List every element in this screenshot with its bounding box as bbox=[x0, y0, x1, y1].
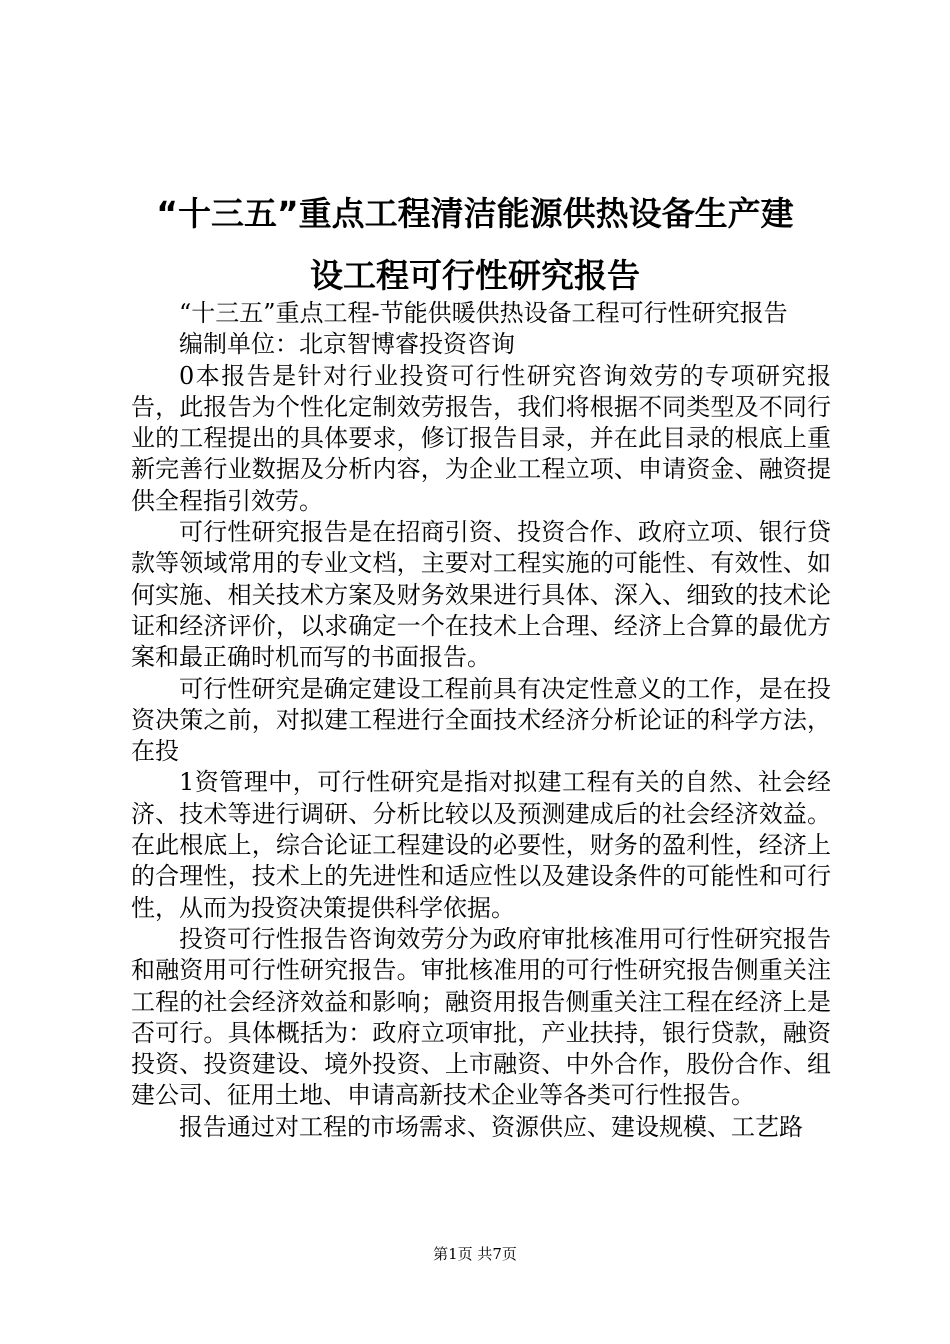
paragraph: 报告通过对工程的市场需求、资源供应、建设规模、工艺路 bbox=[179, 1112, 803, 1141]
document-body bbox=[131, 298, 831, 1143]
paragraph: 可行性研究是确定建设工程前具有决定性意义的工作，是在投资决策之前，对拟建工程进行全面技术经济分析论证的科学方法，在投 bbox=[131, 674, 831, 766]
paragraph: 投资可行性报告咨询效劳分为政府审批核准用可行性研究报告和融资用可行性研究报告。审批核准用的可行性研究报告侧重关注工程的社会经济效益和影响；融资用报告侧重关注工程在经济上是否可行。具体概括为：政府立项审批，产业扶持，银行贷款，融资投资、投资建设、境外投资、上市融资、中外合作，股份合作、组建公司、征用土地、申请高新技术企业等各类可行性报告。 bbox=[131, 924, 831, 1110]
paragraph: 可行性研究报告是在招商引资、投资合作、政府立项、银行贷款等领域常用的专业文档，主要对工程实施的可能性、有效性、如何实施、相关技术方案及财务效果进行具体、深入、细致的技术论证和经济评价，以求确定一个在技术上合理、经济上合算的最优方案和最正确时机而写的书面报告。 bbox=[131, 518, 831, 672]
page-footer: 第1页 共7页 bbox=[433, 1245, 517, 1263]
paragraph: 1资管理中，可行性研究是指对拟建工程有关的自然、社会经济、技术等进行调研、分析比较以及预测建成后的社会经济效益。在此根底上，综合论证工程建设的必要性，财务的盈利性，经济上的合理性，技术上的先进性和适应性以及建设条件的可能性和可行性，从而为投资决策提供科学依据。 bbox=[131, 768, 831, 922]
paragraph-author: 编制单位：北京智博睿投资咨询 bbox=[179, 330, 515, 359]
paragraph: 0本报告是针对行业投资可行性研究咨询效劳的专项研究报告，此报告为个性化定制效劳报告，我们将根据不同类型及不同行业的工程提出的具体要求，修订报告目录，并在此目录的根底上重新完善行业数据及分析内容，为企业工程立项、申请资金、融资提供全程指引效劳。 bbox=[131, 361, 831, 515]
title-line-2: 设工程可行性研究报告 bbox=[310, 256, 640, 295]
document-title bbox=[118, 183, 832, 307]
paragraph-subtitle: “十三五”重点工程-节能供暖供热设备工程可行性研究报告 bbox=[179, 299, 788, 327]
title-line-1: “十三五”重点工程清洁能源供热设备生产建 bbox=[156, 194, 794, 233]
